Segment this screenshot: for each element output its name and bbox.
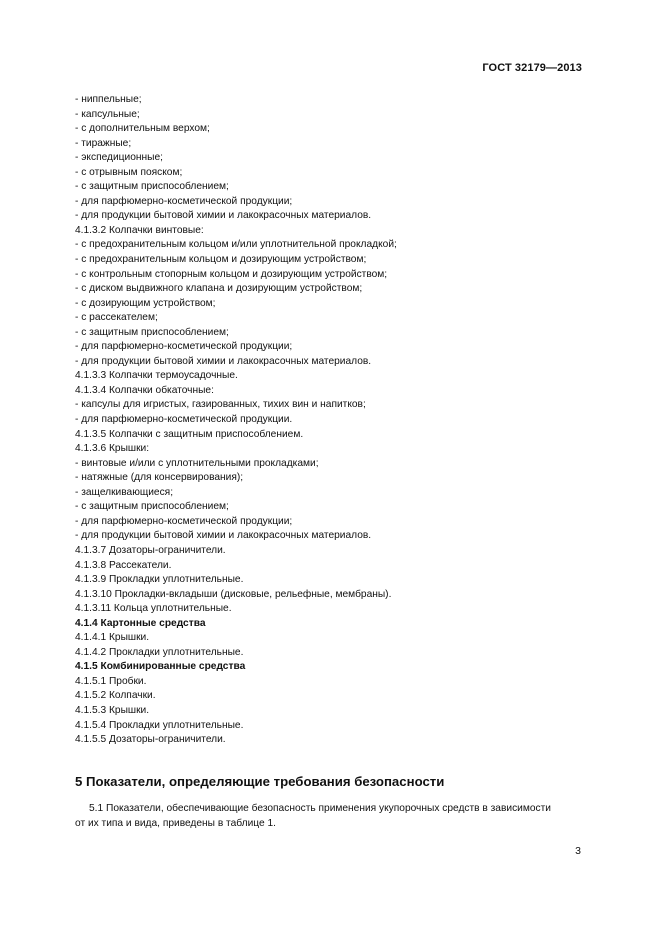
list-line: 4.1.4.2 Прокладки уплотнительные. (75, 646, 244, 658)
section-paragraph (75, 801, 590, 831)
list-line: - с предохранительным кольцом и дозирующим устройством; (75, 254, 367, 266)
list-line: - для продукции бытовой химии и лакокрасочных материалов. (75, 210, 372, 222)
list-line: 4.1.3.11 Кольца уплотнительные. (75, 603, 232, 615)
list-line: - экспедиционные; (75, 152, 163, 164)
list-line: 4.1.5.1 Пробки. (75, 675, 147, 687)
page-number: 3 (575, 845, 581, 857)
section-title: 5 Показатели, определяющие требования безопасности (75, 774, 445, 789)
list-line: 4.1.3.5 Колпачки с защитным приспособлением. (75, 428, 304, 440)
list-line: - с отрывным пояском; (75, 166, 183, 178)
document-header: ГОСТ 32179—2013 (482, 62, 582, 74)
list-line: - с дополнительным верхом; (75, 123, 210, 135)
list-line: 4.1.5.3 Крышки. (75, 704, 150, 716)
list-line: 4.1.4.1 Крышки. (75, 632, 150, 644)
list-line: 4.1.3.7 Дозаторы-ограничители. (75, 544, 226, 556)
list-line: - с защитным приспособлением; (75, 326, 229, 338)
list-line: - защелкивающиеся; (75, 486, 174, 498)
list-line: 4.1.3.3 Колпачки термоусадочные. (75, 370, 238, 382)
list-line: - для парфюмерно-косметической продукции. (75, 414, 293, 426)
list-line: - для парфюмерно-косметической продукции; (75, 195, 293, 207)
list-body (75, 93, 590, 748)
list-line: - винтовые и/или с уплотнительными прокладками; (75, 457, 319, 469)
list-line: - натяжные (для консервирования); (75, 472, 244, 484)
list-line: - с диском выдвижного клапана и дозирующим устройством; (75, 283, 363, 295)
list-line: 4.1.5.5 Дозаторы-ограничители. (75, 734, 226, 746)
list-line: - для парфюмерно-косметической продукции; (75, 341, 293, 353)
list-line: - с рассекателем; (75, 312, 158, 324)
subsection-heading: 4.1.5 Комбинированные средства (75, 661, 246, 673)
list-line: 4.1.3.10 Прокладки-вкладыши (дисковые, рельефные, мембраны). (75, 588, 392, 600)
list-line: - с контрольным стопорным кольцом и дозирующим устройством; (75, 268, 388, 280)
list-line: - ниппельные; (75, 94, 142, 105)
paragraph-line-1: 5.1 Показатели, обеспечивающие безопасность применения укупорочных средств в зависимости (89, 803, 551, 814)
list-line: 4.1.5.4 Прокладки уплотнительные. (75, 719, 244, 731)
list-line: 4.1.3.9 Прокладки уплотнительные. (75, 574, 244, 586)
list-line: 4.1.3.8 Рассекатели. (75, 559, 172, 571)
list-line: - для продукции бытовой химии и лакокрасочных материалов. (75, 355, 372, 367)
list-line: - с дозирующим устройством; (75, 297, 216, 309)
list-line: - с предохранительным кольцом и/или уплотнительной прокладкой; (75, 239, 397, 251)
list-line: 4.1.3.2 Колпачки винтовые: (75, 224, 204, 236)
list-line: - капсульные; (75, 108, 140, 120)
list-line: - с защитным приспособлением; (75, 181, 229, 193)
subsection-heading: 4.1.4 Картонные средства (75, 617, 206, 629)
list-line: - для продукции бытовой химии и лакокрасочных материалов. (75, 530, 372, 542)
list-line: - тиражные; (75, 137, 132, 149)
list-line: 4.1.3.6 Крышки: (75, 443, 150, 455)
list-line: - капсулы для игристых, газированных, тихих вин и напитков; (75, 399, 366, 411)
list-line: 4.1.5.2 Колпачки. (75, 690, 156, 702)
paragraph-line-2: от их типа и вида, приведены в таблице 1. (75, 818, 277, 829)
list-line: 4.1.3.4 Колпачки обкаточные: (75, 384, 214, 396)
list-line: - с защитным приспособлением; (75, 501, 229, 513)
list-line: - для парфюмерно-косметической продукции; (75, 515, 293, 527)
